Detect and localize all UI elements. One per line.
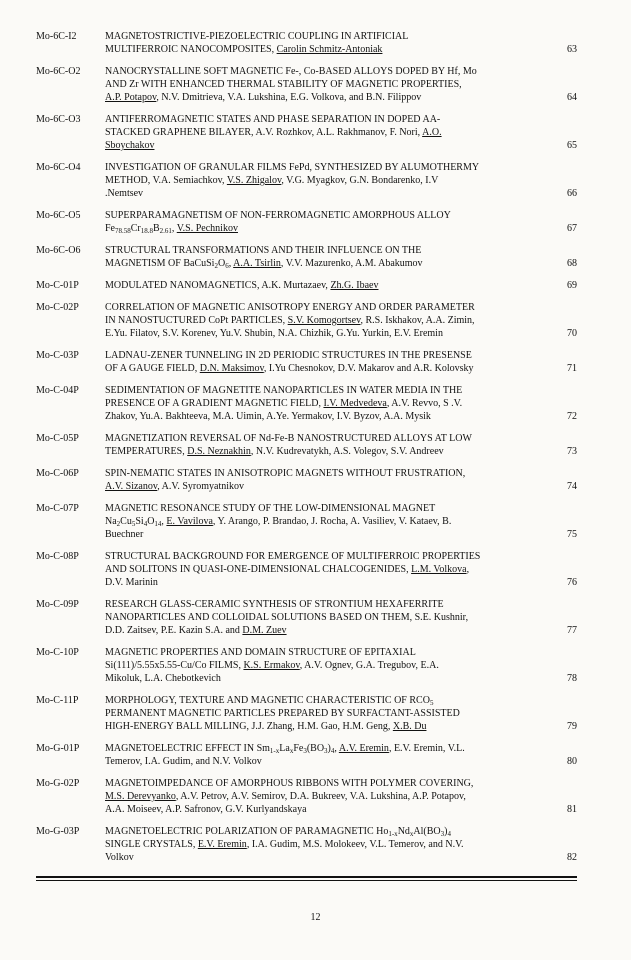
formula-subscript: 14 — [154, 520, 162, 528]
entry-title-authors — [105, 161, 557, 200]
entry-text: TEMPERATURES, — [105, 446, 188, 457]
entry-title-authors — [105, 432, 557, 458]
entry-line — [105, 384, 557, 397]
entry-line — [105, 672, 557, 685]
entry-code: Mo-C-05P — [36, 433, 79, 444]
formula-subscript: 3 — [440, 830, 445, 838]
entry-line — [105, 139, 557, 152]
toc-entry — [36, 825, 577, 864]
entry-page-number: 80 — [567, 756, 577, 767]
entry-title-authors — [105, 301, 557, 340]
toc-entry — [36, 279, 577, 292]
entry-line — [105, 659, 557, 672]
entry-text: STRUCTURAL BACKGROUND FOR EMERGENCE OF MULTIFERROIC PROPERTIES — [105, 551, 481, 562]
presenter-name: L.M. Volkova — [411, 564, 467, 575]
presenter-name: D.N. Maksimov — [199, 363, 264, 374]
entry-text: Fe — [293, 743, 304, 754]
formula-subscript: 5 — [131, 520, 136, 528]
entry-line — [105, 742, 557, 755]
entry-text: MODULATED NANOMAGNETICS, A.K. Murtazaev, — [105, 280, 331, 291]
toc-entry — [36, 646, 577, 685]
toc-entry — [36, 244, 577, 270]
presenter-name: Carolin Schmitz-Antoniak — [276, 44, 383, 55]
entry-text: Nd — [397, 826, 410, 837]
entry-code: Mo-C-10P — [36, 647, 79, 658]
entry-code: Mo-C-04P — [36, 385, 79, 396]
toc-entry — [36, 502, 577, 541]
entry-code: Mo-G-01P — [36, 743, 80, 754]
entry-line — [105, 576, 557, 589]
entry-page-number: 65 — [567, 140, 577, 151]
formula-subscript: 4 — [330, 747, 335, 755]
entry-line — [105, 838, 557, 851]
entry-title-authors — [105, 113, 557, 152]
entry-line — [105, 707, 557, 720]
entry-text: , A.V. Petrov, A.V. Semirov, D.A. Bukreev, V.A. Lukshina, A.P. Potapov, — [175, 791, 466, 802]
entry-text: ) — [444, 826, 448, 837]
toc-entry — [36, 384, 577, 423]
entry-title-authors — [105, 598, 557, 637]
entry-line — [105, 257, 557, 270]
toc-entry — [36, 550, 577, 589]
entry-line — [105, 467, 557, 480]
presenter-name: S.V. Komogortsev — [287, 315, 361, 326]
toc-entry — [36, 777, 577, 816]
entry-text: , I.Yu Chesnokov, D.V. Makarov and A.R. Kolovsky — [263, 363, 474, 374]
entry-text: , A.V. Syromyatnikov — [157, 481, 245, 492]
entry-page-number: 64 — [567, 92, 577, 103]
entry-line — [105, 528, 557, 541]
entry-text: , — [334, 743, 339, 754]
entry-line — [105, 349, 557, 362]
entry-line — [105, 803, 557, 816]
entry-code: Mo-C-02P — [36, 302, 79, 313]
entry-line — [105, 515, 557, 528]
formula-subscript: 4 — [447, 830, 451, 838]
entry-text: STACKED GRAPHENE BILAYER, A.V. Rozhkov, A.L. Rakhmanov, F. Nori, — [105, 127, 423, 138]
entry-line — [105, 502, 557, 515]
entry-text: MULTIFERROIC NANOCOMPOSITES, — [105, 44, 277, 55]
entry-line — [105, 598, 557, 611]
entry-code: Mo-6C-O2 — [36, 66, 81, 77]
entry-text: HIGH-ENERGY BALL MILLING, J.J. Zhang, H.M. Gao, H.M. Geng, — [105, 721, 393, 732]
entry-page-number: 66 — [567, 188, 577, 199]
formula-subscript: 6 — [225, 262, 229, 270]
entry-line — [105, 851, 557, 864]
toc-entry — [36, 598, 577, 637]
formula-subscript: 4 — [143, 520, 148, 528]
entry-text: , V.G. Myagkov, G.N. Bondarenko, I.V — [281, 175, 439, 186]
formula-subscript: 18.8 — [140, 227, 153, 235]
entry-page-number: 81 — [567, 804, 577, 815]
entry-text: MAGNETOSTRICTIVE-PIEZOELECTRIC COUPLING IN ARTIFICIAL — [105, 31, 409, 42]
entry-text: MAGNETIC PROPERTIES AND DOMAIN STRUCTURE OF EPITAXIAL — [105, 647, 416, 658]
presenter-name: X.B. Du — [392, 721, 427, 732]
entry-text: SUPERPARAMAGNETISM OF NON-FERROMAGNETIC AMORPHOUS ALLOY — [105, 210, 451, 221]
entry-text: Na — [105, 516, 117, 527]
entry-line — [105, 126, 557, 139]
entry-line — [105, 480, 557, 493]
entry-text: MAGNETIZATION REVERSAL OF Nd-Fe-B NANOSTRUCTURED ALLOYS AT LOW — [105, 433, 472, 444]
entry-page-number: 73 — [567, 446, 577, 457]
entry-text: Zhakov, Yu.A. Bakhteeva, M.A. Uimin, A.Ye. Yermakov, I.V. Byzov, A.A. Mysik — [105, 411, 431, 422]
entry-title-authors — [105, 65, 557, 104]
entry-text: MAGNETOIMPEDANCE OF AMORPHOUS RIBBONS WITH POLYMER COVERING, — [105, 778, 474, 789]
entry-text: La — [279, 743, 290, 754]
entry-title-authors — [105, 384, 557, 423]
entry-text: B — [153, 223, 160, 234]
entry-text: .Nemtsev — [105, 188, 144, 199]
entry-page-number: 78 — [567, 673, 577, 684]
toc-entry — [36, 161, 577, 200]
entry-title-authors — [105, 349, 557, 375]
entry-text: MORPHOLOGY, TEXTURE AND MAGNETIC CHARACTERISTIC OF RCO — [105, 695, 430, 706]
toc-entry — [36, 694, 577, 733]
toc-entry — [36, 432, 577, 458]
entry-line — [105, 244, 557, 257]
entry-code: Mo-G-03P — [36, 826, 80, 837]
entry-text: INVESTIGATION OF GRANULAR FILMS FePd, SYNTHESIZED BY ALUMOTHERMY — [105, 162, 480, 173]
formula-subscript: x — [289, 747, 294, 755]
entry-text: LADNAU-ZENER TUNNELING IN 2D PERIODIC STRUCTURES IN THE PRESENSE — [105, 350, 472, 361]
presenter-name: A.V. Sizanov — [105, 481, 158, 492]
entry-line — [105, 624, 557, 637]
entry-line — [105, 397, 557, 410]
entry-line — [105, 301, 557, 314]
entry-page-number: 68 — [567, 258, 577, 269]
entry-text: D.D. Zaitsev, P.E. Kazin S.A. and — [105, 625, 243, 636]
entry-line — [105, 362, 557, 375]
entry-page-number: 82 — [567, 852, 577, 863]
presenter-name: V.S. Pechnikov — [176, 223, 238, 234]
presenter-name: M.S. Derevyanko — [105, 791, 176, 802]
formula-subscript: 1-x — [388, 830, 398, 838]
entry-code: Mo-6C-O4 — [36, 162, 81, 173]
entry-code: Mo-G-02P — [36, 778, 80, 789]
entry-title-authors — [105, 467, 557, 493]
toc-entry — [36, 209, 577, 235]
presenter-name: I.V. Medvedeva — [323, 398, 387, 409]
presenter-name: V.S. Zhigalov — [226, 175, 282, 186]
toc-entry — [36, 467, 577, 493]
entry-text: O — [217, 258, 226, 269]
entry-line — [105, 161, 557, 174]
entry-line — [105, 65, 557, 78]
toc-entry — [36, 742, 577, 768]
entry-line — [105, 694, 557, 707]
entry-code: Mo-C-06P — [36, 468, 79, 479]
formula-subscript: 2 — [214, 262, 218, 270]
entry-text: , — [466, 564, 470, 575]
entry-line — [105, 755, 557, 768]
entry-page-number: 75 — [567, 529, 577, 540]
presenter-name: Sboychakov — [105, 140, 155, 151]
entry-title-authors — [105, 777, 557, 816]
entry-line — [105, 563, 557, 576]
entry-code: Mo-C-03P — [36, 350, 79, 361]
entry-line — [105, 113, 557, 126]
presenter-name: A.O. — [422, 127, 442, 138]
entry-line — [105, 720, 557, 733]
entry-page-number: 63 — [567, 44, 577, 55]
entry-line — [105, 790, 557, 803]
formula-subscript: 78.58 — [115, 227, 131, 235]
page-number: 12 — [310, 912, 321, 923]
entry-line — [105, 327, 557, 340]
entry-line — [105, 187, 557, 200]
entry-text: , — [171, 223, 177, 234]
entry-text: ANTIFERROMAGNETIC STATES AND PHASE SEPARATION IN DOPED AA- — [105, 114, 441, 125]
entry-text: (BO — [306, 743, 325, 754]
entry-page-number: 79 — [567, 721, 577, 732]
entry-text: , N.V. Kudrevatykh, A.S. Volegov, S.V. Andreev — [250, 446, 444, 457]
entry-line — [105, 445, 557, 458]
entry-code: Mo-6C-I2 — [36, 31, 77, 42]
entry-text: NANOCRYSTALLINE SOFT MAGNETIC Fe-, Co-BASED ALLOYS DOPED BY Hf, Mo — [105, 66, 477, 77]
toc-entry — [36, 113, 577, 152]
formula-subscript: 2 — [116, 520, 121, 528]
entry-title-authors — [105, 244, 557, 270]
entry-text: Fe — [105, 223, 115, 234]
entry-title-authors — [105, 209, 557, 235]
entry-line — [105, 825, 557, 838]
presenter-name: E.V. Eremin — [197, 839, 247, 850]
entry-line — [105, 777, 557, 790]
entry-text: , I.A. Gudim, M.S. Molokeev, V.L. Temerov, and N.V. — [246, 839, 464, 850]
entry-code: Mo-6C-O3 — [36, 114, 81, 125]
formula-subscript: x — [409, 830, 414, 838]
entry-text: O — [147, 516, 155, 527]
entry-code: Mo-6C-O6 — [36, 245, 81, 256]
entry-line — [105, 646, 557, 659]
presenter-name: E. Vavilova — [166, 516, 213, 527]
toc-list — [36, 30, 577, 864]
presenter-name: A.A. Tsirlin — [233, 258, 281, 269]
entry-text: SEDIMENTATION OF MAGNETITE NANOPARTICLES IN WATER MEDIA IN THE — [105, 385, 463, 396]
entry-line — [105, 611, 557, 624]
entry-line — [105, 174, 557, 187]
entry-text: SPIN-NEMATIC STATES IN ANISOTROPIC MAGNETS WITHOUT FRUSTRATION, — [105, 468, 466, 479]
entry-text: Si(111)/5.55x5.55-Cu/Co FILMS, — [105, 660, 244, 671]
entry-text: MAGNETOELECTRIC EFFECT IN Sm — [105, 743, 270, 754]
entry-text: Cu — [120, 516, 132, 527]
entry-text: , R.S. Iskhakov, A.A. Zimin, — [360, 315, 475, 326]
entry-title-authors — [105, 825, 557, 864]
entry-page-number: 69 — [567, 280, 577, 291]
entry-title-authors — [105, 30, 557, 56]
entry-line — [105, 222, 557, 235]
entry-text: D.V. Marinin — [105, 577, 158, 588]
entry-code: Mo-C-09P — [36, 599, 79, 610]
entry-line — [105, 314, 557, 327]
entry-title-authors — [105, 646, 557, 685]
entry-code: Mo-C-11P — [36, 695, 79, 706]
entry-page-number: 77 — [567, 625, 577, 636]
entry-text: A.A. Moiseev, A.P. Safronov, G.V. Kurlyandskaya — [105, 804, 307, 815]
entry-page-number: 76 — [567, 577, 577, 588]
entry-text: Si — [135, 516, 144, 527]
entry-text: , A.V. Revvo, S .V. — [386, 398, 463, 409]
formula-subscript: 5 — [429, 699, 434, 707]
entry-line — [105, 209, 557, 222]
entry-title-authors — [105, 502, 557, 541]
entry-page-number: 74 — [567, 481, 577, 492]
presenter-name: Zh.G. Ibaev — [330, 280, 379, 291]
presenter-name: D.M. Zuev — [242, 625, 287, 636]
entry-text: , E.V. Eremin, V.L. — [388, 743, 465, 754]
entry-title-authors — [105, 742, 557, 768]
entry-page-number: 71 — [567, 363, 577, 374]
entry-line — [105, 550, 557, 563]
entry-text: AND SOLITONS IN QUASI-ONE-DIMENSIONAL CHALCOGENIDES, — [105, 564, 412, 575]
entry-page-number: 70 — [567, 328, 577, 339]
entry-text: , N.V. Dmitrieva, V.A. Lukshina, E.G. Volkova, and B.N. Filippov — [156, 92, 422, 103]
entry-code: Mo-C-08P — [36, 551, 79, 562]
entry-text: CORRELATION OF MAGNETIC ANISOTROPY ENERGY AND ORDER PARAMETER — [105, 302, 475, 313]
entry-text: MAGNETIC RESONANCE STUDY OF THE LOW-DIMENSIONAL MAGNET — [105, 503, 436, 514]
entry-text: PRESENCE OF A GRADIENT MAGNETIC FIELD, — [105, 398, 324, 409]
entry-title-authors — [105, 550, 557, 589]
entry-text: NANOPARTICLES AND COLLOIDAL SOLUTIONS BASED ON THEM, S.E. Kushnir, — [105, 612, 469, 623]
entry-text: OF A GAUGE FIELD, — [105, 363, 200, 374]
entry-text: ) — [327, 743, 331, 754]
footer-divider — [36, 876, 577, 881]
formula-subscript: 2.61 — [159, 227, 172, 235]
entry-text: Mikoluk, L.A. Chebotkevich — [105, 673, 221, 684]
toc-entry — [36, 65, 577, 104]
entry-code: Mo-6C-O5 — [36, 210, 81, 221]
entry-text: SINGLE CRYSTALS, — [105, 839, 198, 850]
entry-text: Cr — [130, 223, 141, 234]
entry-text: E.Yu. Filatov, S.V. Korenev, Yu.V. Shubin, N.A. Chizhik, G.Yu. Yurkin, E.V. Eremin — [105, 328, 443, 339]
presenter-name: K.S. Ermakov — [243, 660, 300, 671]
entry-text: MAGNETOELECTRIC POLARIZATION OF PARAMAGNETIC Ho — [105, 826, 389, 837]
entry-line — [105, 30, 557, 43]
toc-entry — [36, 301, 577, 340]
entry-text: STRUCTURAL TRANSFORMATIONS AND THEIR INFLUENCE ON THE — [105, 245, 422, 256]
entry-page-number: 67 — [567, 223, 577, 234]
entry-title-authors — [105, 694, 557, 733]
presenter-name: A.P. Potapov — [105, 92, 157, 103]
entry-text: METHOD, V.A. Semiachkov, — [105, 175, 227, 186]
entry-text: Temerov, I.A. Gudim, and N.V. Volkov — [105, 756, 262, 767]
entry-title-authors — [105, 279, 557, 292]
entry-text: AND Zr WITH ENHANCED THERMAL STABILITY OF MAGNETIC PROPERTIES, — [105, 79, 462, 90]
entry-text: Al(BO — [413, 826, 441, 837]
entry-text: Buechner — [105, 529, 144, 540]
toc-entry — [36, 30, 577, 56]
entry-page-number: 72 — [567, 411, 577, 422]
entry-text: IN NANOSTUCTURED CoPt PARTICLES, — [105, 315, 288, 326]
toc-entry — [36, 349, 577, 375]
entry-text: , A.V. Ognev, G.A. Tregubov, E.A. — [299, 660, 439, 671]
entry-code: Mo-C-07P — [36, 503, 79, 514]
entry-text: RESEARCH GLASS-CERAMIC SYNTHESIS OF STRONTIUM HEXAFERRITE — [105, 599, 444, 610]
entry-text: , V.V. Mazurenko, A.M. Abakumov — [280, 258, 423, 269]
entry-line — [105, 432, 557, 445]
entry-text: PERMANENT MAGNETIC PARTICLES PREPARED BY SURFACTANT-ASSISTED — [105, 708, 460, 719]
entry-text: , — [228, 258, 234, 269]
entry-text: Volkov — [105, 852, 134, 863]
entry-text: MAGNETISM OF BaCuSi — [105, 258, 215, 269]
entry-line — [105, 78, 557, 91]
presenter-name: A.V. Eremin — [338, 743, 389, 754]
entry-line — [105, 279, 557, 292]
entry-code: Mo-C-01P — [36, 280, 79, 291]
entry-line — [105, 410, 557, 423]
presenter-name: D.S. Neznakhin — [187, 446, 251, 457]
entry-text: , — [161, 516, 167, 527]
entry-text: , Y. Arango, P. Brandao, J. Rocha, A. Vasiliev, V. Kataev, B. — [212, 516, 452, 527]
formula-subscript: 3 — [303, 747, 307, 755]
formula-subscript: 1-x — [269, 747, 280, 755]
entry-line — [105, 91, 557, 104]
formula-subscript: 3 — [324, 747, 328, 755]
entry-line — [105, 43, 557, 56]
